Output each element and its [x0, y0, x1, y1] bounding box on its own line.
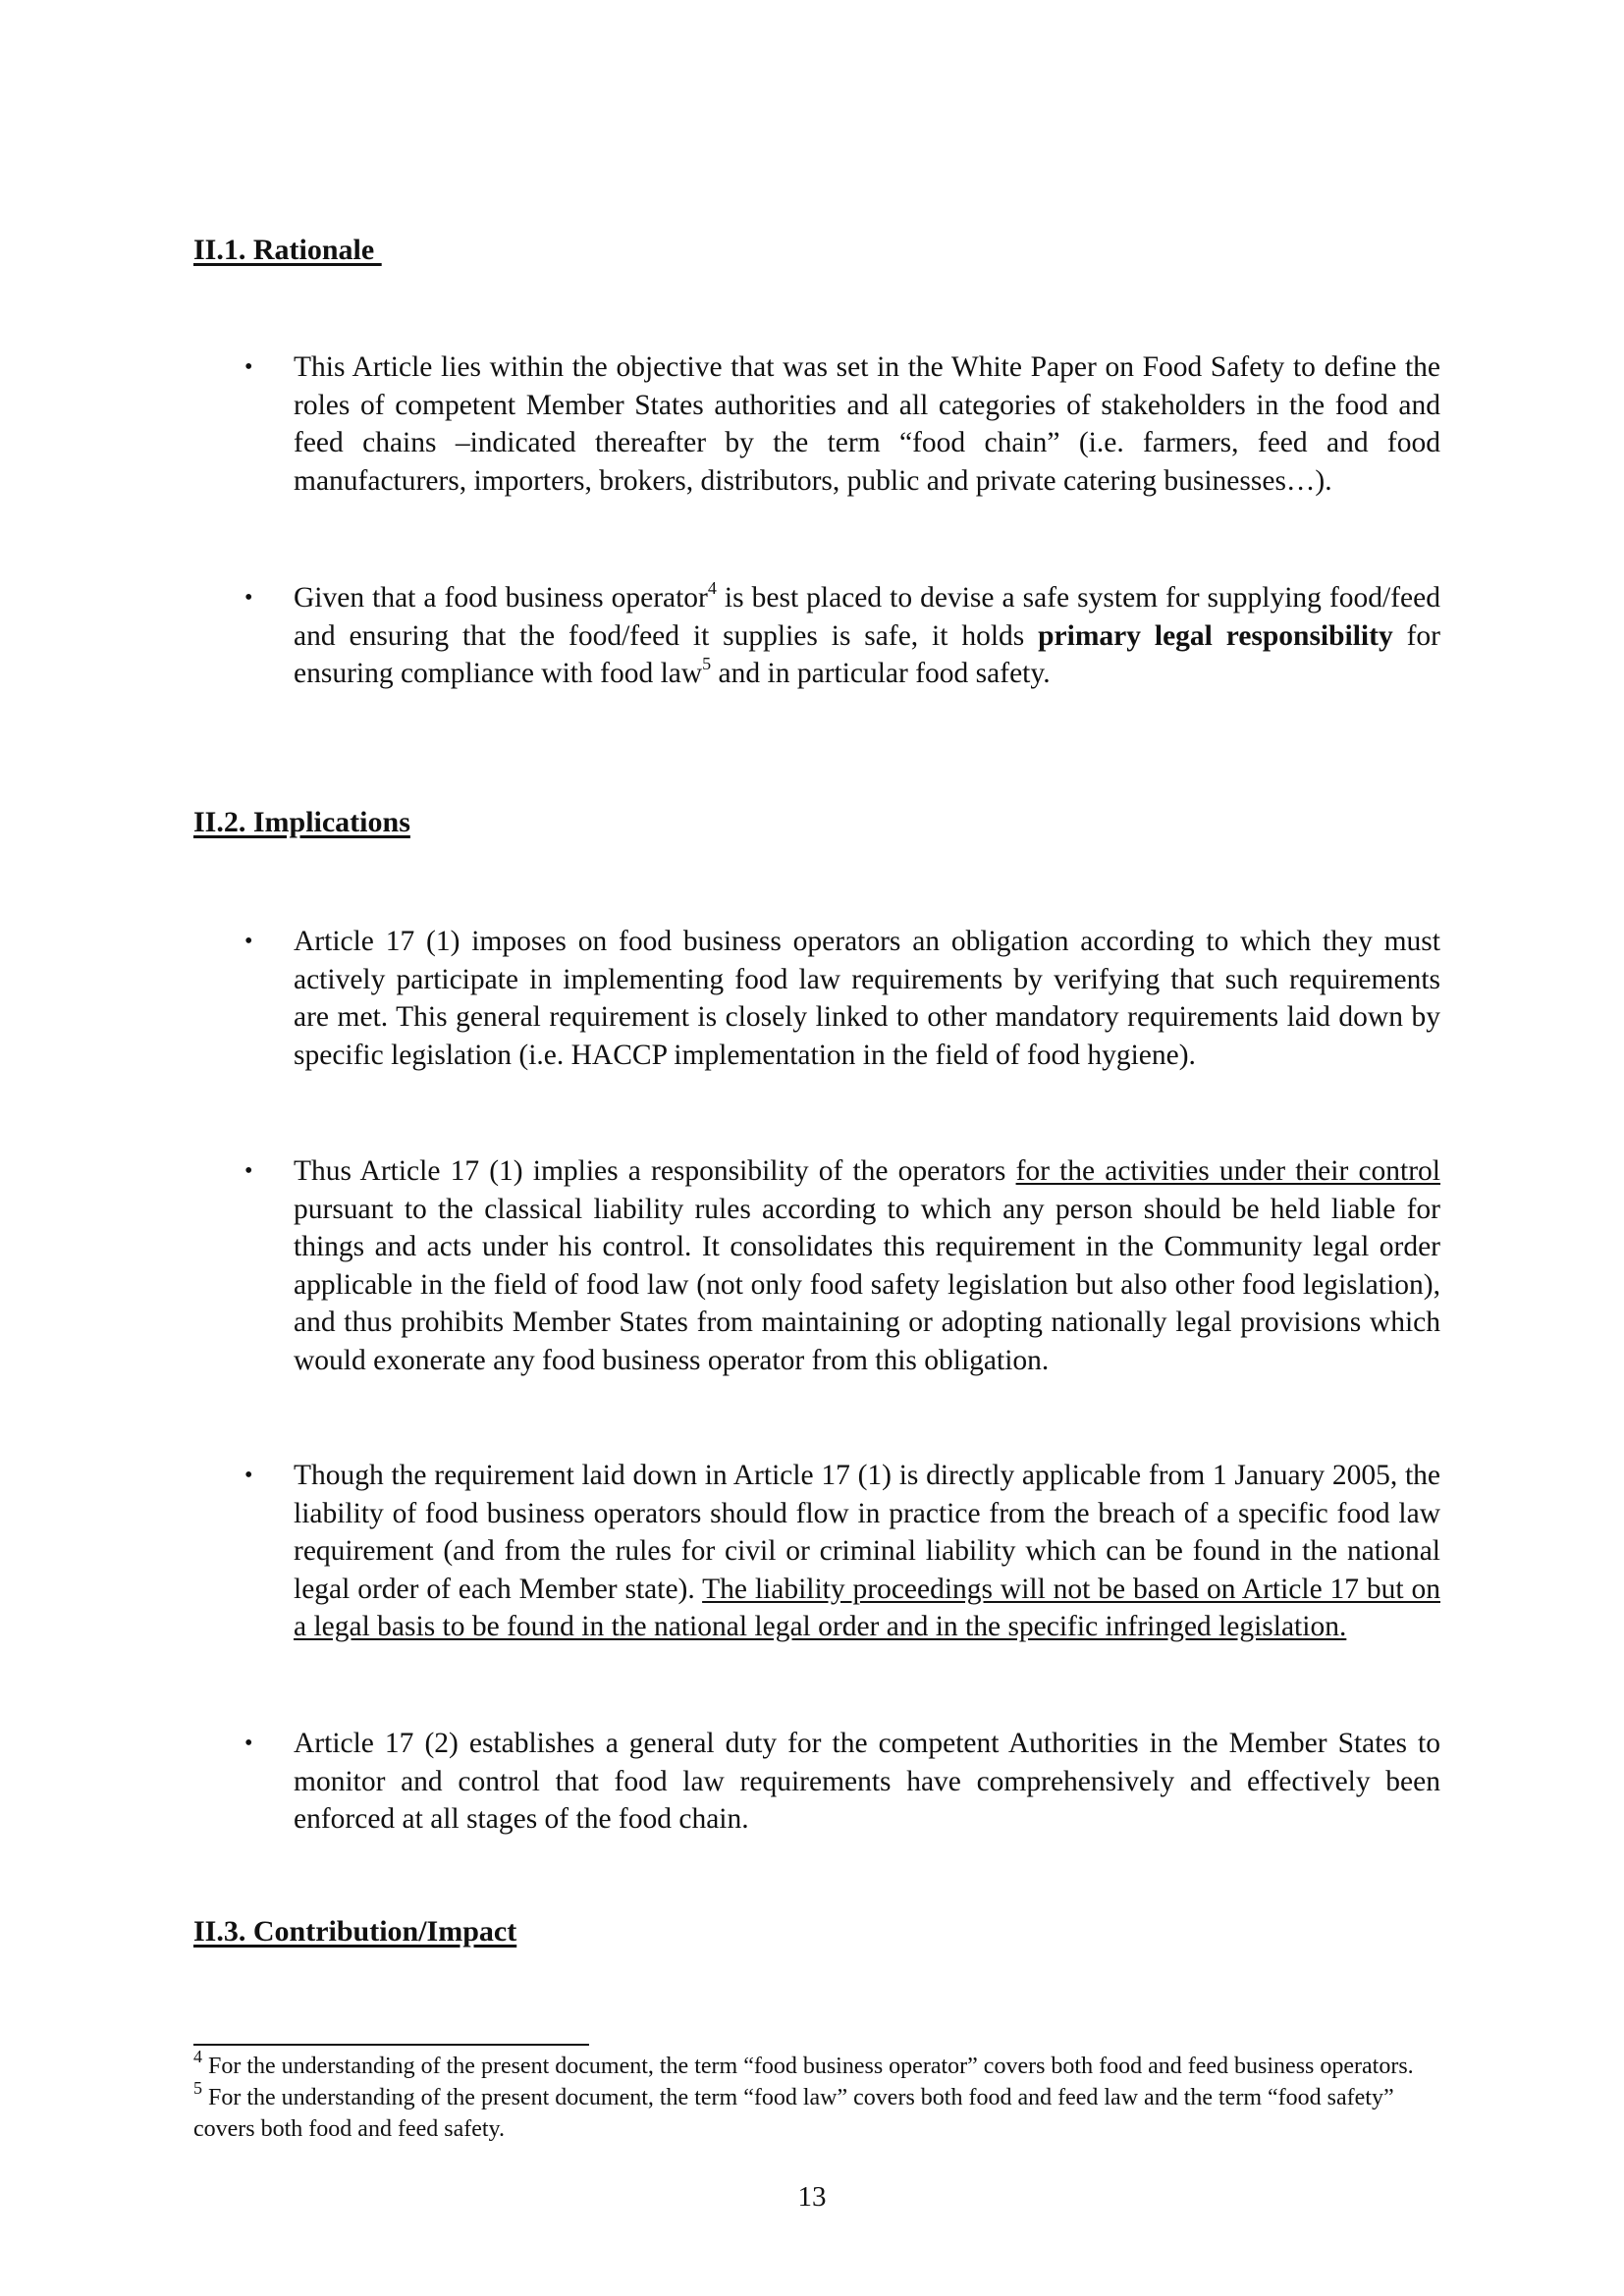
bullet-text: Thus Article 17 (1) implies a responsibility of the operators for the activities under their control pursuant to the classical liability rules according to which any person should be held liable for things and acts under his control. It consolidates this requirement in the Community legal order applicable in the field of food law (not only food safety legislation but also other food legislation), and thus prohibits Member States from maintaining or adopting nationally legal provisions which would exonerate any food business operator from this obligation.: [294, 1155, 1441, 1376]
footnote-separator: [193, 2044, 589, 2046]
bullet-item: [193, 1725, 1440, 1839]
footnote-ref-5: 5: [702, 654, 712, 674]
footnote-5: $^5$ For the understanding of the present document, the term “food law” covers both food and feed law and the term “food safety” covers both food and feed safety.: [193, 2078, 1394, 2142]
bullet-item: [193, 579, 1440, 693]
bullet-item: [193, 1457, 1440, 1646]
bullet-icon: •: [244, 1158, 253, 1184]
bullet-text: Article 17 (2) establishes a general duty for the competent Authorities in the Member States to monitor and control that food law requirements have comprehensively and effectively been enforced at all stages of the food chain.: [294, 1728, 1440, 1835]
bullet-text: Though the requirement laid down in Article 17 (1) is directly applicable from 1 January 2005, the liability of food business operators should flow in practice from the breach of a specific food law requirement (and from the rules for civil or criminal liability which can be found in the national legal order of each Member state). The liability proceedings will not be based on Article 17 but on a legal basis to be found in the national legal order and in the specific infringed legislation.: [294, 1460, 1440, 1642]
page-number: 13: [797, 2181, 827, 2213]
section-heading-implications: II.2. Implications: [193, 806, 410, 838]
bullet-icon: •: [244, 1463, 253, 1488]
underlined-text: The liability proceedings will not be based on Article 17 but on a legal basis to be found in the national legal order and in the specific infringed legislation.: [294, 1573, 1440, 1642]
bullet-item: [193, 348, 1440, 500]
bullet-icon: •: [244, 929, 253, 954]
underlined-text: for the activities under their control: [1015, 1155, 1441, 1187]
bullet-text: Article 17 (1) imposes on food business operators an obligation according to which they must actively participate in implementing food law requirements by verifying that such requirements are met. This general requirement is closely linked to other mandatory requirements laid down by specific legislation (i.e. HACCP implementation in the field of food hygiene).: [294, 926, 1440, 1071]
bullet-item: [193, 923, 1440, 1074]
footnotes: [193, 2047, 1440, 2145]
bullet-icon: •: [244, 585, 253, 611]
footnote-4: $^4$ For the understanding of the present document, the term “food business operator” covers both food and feed business operators.: [193, 2047, 1414, 2079]
bullet-item: [193, 1152, 1440, 1379]
bullet-text: This Article lies within the objective that was set in the White Paper on Food Safety to define the roles of competent Member States authorities and all categories of stakeholders in the food and feed chains –indicated thereafter by the term “food chain” (i.e. farmers, feed and food manufacturers, importers, brokers, distributors, public and private catering businesses…).: [294, 351, 1440, 497]
bullet-icon: •: [244, 1731, 253, 1756]
bullet-text: Given that a food business operator$^4$ is best placed to devise a safe system for supplying food/feed and ensuring that the food/feed it supplies is safe, it holds primary legal responsibility for ensuring compliance with food law$^5$ and in particular food safety.: [294, 578, 1440, 689]
emphasis-bold: primary legal responsibility: [1038, 619, 1393, 652]
section-heading-rationale: II.1. Rationale: [193, 234, 382, 266]
footnote-ref-4: 4: [707, 578, 717, 599]
bullet-icon: •: [244, 354, 253, 380]
section-heading-contribution: II.3. Contribution/Impact: [193, 1915, 517, 1948]
